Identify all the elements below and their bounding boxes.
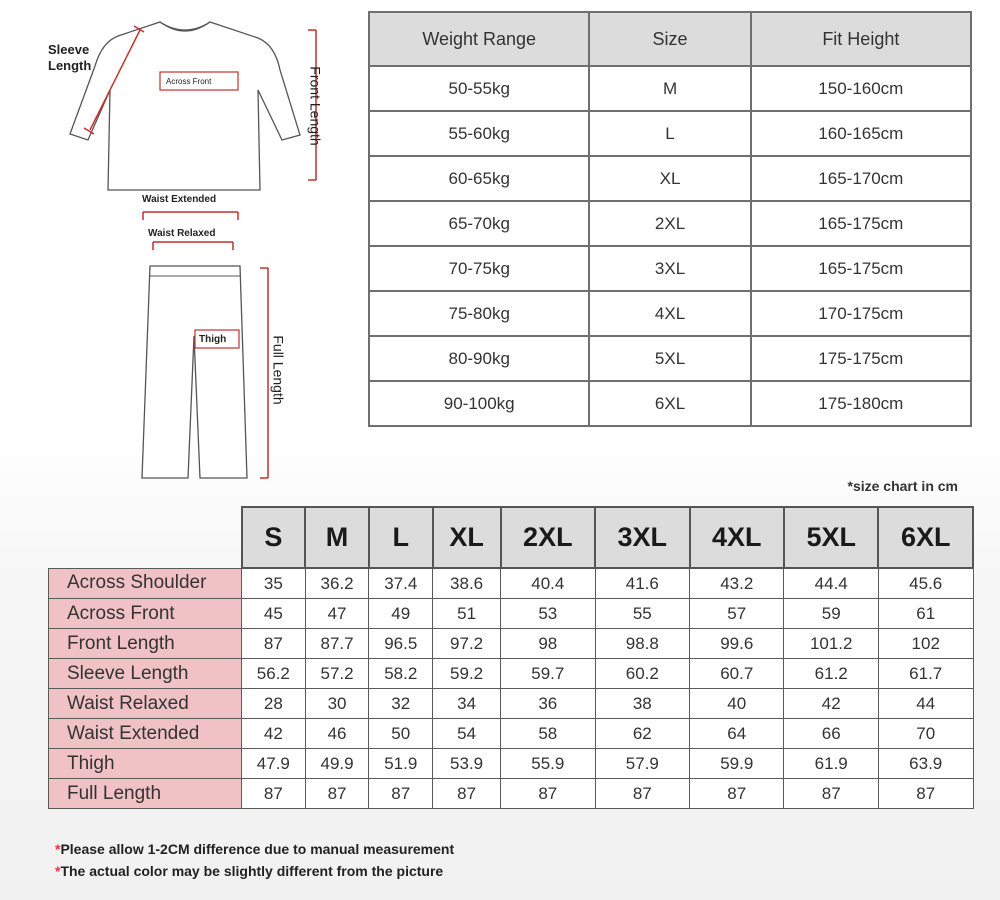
size-cell: 6XL xyxy=(589,381,750,426)
weight-table-body xyxy=(369,66,971,426)
size-column-header: 6XL xyxy=(878,507,973,568)
fit-height-cell: 175-180cm xyxy=(751,381,971,426)
measurement-value: 58 xyxy=(501,719,595,749)
size-cell: 4XL xyxy=(589,291,750,336)
footnote-2 xyxy=(55,860,454,882)
fit-height-cell: 160-165cm xyxy=(751,111,971,156)
measurement-row xyxy=(49,689,974,719)
measurement-value: 87.7 xyxy=(305,629,369,659)
size-cell: L xyxy=(589,111,750,156)
measurement-row xyxy=(49,779,974,809)
measurement-value: 53.9 xyxy=(433,749,501,779)
measurement-value: 41.6 xyxy=(595,568,689,599)
measurement-value: 87 xyxy=(784,779,878,809)
measurement-value: 101.2 xyxy=(784,629,878,659)
weight-table-row xyxy=(369,66,971,111)
fit-height-cell: 165-175cm xyxy=(751,246,971,291)
footnote-1-text: Please allow 1-2CM difference due to manual measurement xyxy=(60,841,455,857)
measurement-value: 60.7 xyxy=(690,659,784,689)
size-column-header: L xyxy=(369,507,433,568)
measurement-label: Thigh xyxy=(49,749,242,779)
measurement-value: 51 xyxy=(433,599,501,629)
measurement-label: Waist Relaxed xyxy=(49,689,242,719)
measurement-value: 45.6 xyxy=(878,568,973,599)
footnote-star: * xyxy=(55,841,61,857)
measurement-value: 28 xyxy=(242,689,306,719)
size-column-header: S xyxy=(242,507,306,568)
measurement-value: 59 xyxy=(784,599,878,629)
size-cell: 5XL xyxy=(589,336,750,381)
measurement-row xyxy=(49,749,974,779)
weight-range-cell: 80-90kg xyxy=(369,336,589,381)
measurement-value: 46 xyxy=(305,719,369,749)
waist-extended-label: Waist Extended xyxy=(142,194,217,205)
measurement-value: 38.6 xyxy=(433,568,501,599)
weight-range-cell: 50-55kg xyxy=(369,66,589,111)
footnote-1 xyxy=(55,838,454,860)
measurement-value: 55 xyxy=(595,599,689,629)
measurement-value: 59.2 xyxy=(433,659,501,689)
measurement-value: 61.7 xyxy=(878,659,973,689)
weight-table-row xyxy=(369,201,971,246)
measurement-value: 55.9 xyxy=(501,749,595,779)
measurement-header-row xyxy=(49,507,974,568)
measurement-value: 61.2 xyxy=(784,659,878,689)
measurement-label: Full Length xyxy=(49,779,242,809)
size-cell: M xyxy=(589,66,750,111)
measurement-value: 98.8 xyxy=(595,629,689,659)
measurement-value: 44 xyxy=(878,689,973,719)
measurement-value: 54 xyxy=(433,719,501,749)
weight-range-cell: 70-75kg xyxy=(369,246,589,291)
front-length-label: Front Length xyxy=(307,66,324,146)
fit-height-cell: 165-175cm xyxy=(751,201,971,246)
measurement-value: 34 xyxy=(433,689,501,719)
size-column-header: 5XL xyxy=(784,507,878,568)
size-column-header: 2XL xyxy=(501,507,595,568)
weight-range-header: Weight Range xyxy=(369,12,589,66)
measurement-value: 62 xyxy=(595,719,689,749)
fit-height-header: Fit Height xyxy=(751,12,971,66)
pants-outline xyxy=(142,266,247,478)
measurement-value: 66 xyxy=(784,719,878,749)
measurement-value: 87 xyxy=(878,779,973,809)
measurement-label: Front Length xyxy=(49,629,242,659)
measurement-value: 58.2 xyxy=(369,659,433,689)
measurement-value: 64 xyxy=(690,719,784,749)
measurement-value: 47 xyxy=(305,599,369,629)
weight-range-cell: 90-100kg xyxy=(369,381,589,426)
measurement-value: 98 xyxy=(501,629,595,659)
across-shoulder-label xyxy=(150,0,230,1)
measurement-value: 57.2 xyxy=(305,659,369,689)
measurement-value: 56.2 xyxy=(242,659,306,689)
fit-height-cell: 170-175cm xyxy=(751,291,971,336)
measurement-value: 57.9 xyxy=(595,749,689,779)
measurement-value: 96.5 xyxy=(369,629,433,659)
measurement-value: 87 xyxy=(501,779,595,809)
measurement-value: 51.9 xyxy=(369,749,433,779)
measurement-value: 61 xyxy=(878,599,973,629)
measurement-value: 36 xyxy=(501,689,595,719)
waist-relaxed-label: Waist Relaxed xyxy=(148,228,216,239)
measurement-row xyxy=(49,629,974,659)
measurement-table xyxy=(48,506,974,809)
measurement-value: 87 xyxy=(305,779,369,809)
size-cell: 3XL xyxy=(589,246,750,291)
measurement-value: 87 xyxy=(595,779,689,809)
weight-table-row xyxy=(369,291,971,336)
size-chart-note: *size chart in cm xyxy=(847,478,958,494)
measurement-value: 97.2 xyxy=(433,629,501,659)
measurement-value: 32 xyxy=(369,689,433,719)
across-front-label: Across Front xyxy=(166,77,212,86)
measurement-value: 42 xyxy=(242,719,306,749)
size-column-header: 4XL xyxy=(690,507,784,568)
weight-table-row xyxy=(369,111,971,156)
measurement-value: 49 xyxy=(369,599,433,629)
measurement-value: 40.4 xyxy=(501,568,595,599)
measurement-value: 53 xyxy=(501,599,595,629)
size-header: Size xyxy=(589,12,750,66)
size-column-header: 3XL xyxy=(595,507,689,568)
size-column-header: M xyxy=(305,507,369,568)
weight-table-row xyxy=(369,246,971,291)
measurement-value: 87 xyxy=(242,629,306,659)
footnote-2-text: The actual color may be slightly different from the picture xyxy=(60,863,444,879)
thigh-label: Thigh xyxy=(199,334,227,345)
measurement-value: 37.4 xyxy=(369,568,433,599)
measurement-row xyxy=(49,568,974,599)
measurement-value: 87 xyxy=(690,779,784,809)
measurement-value: 87 xyxy=(242,779,306,809)
weight-range-cell: 65-70kg xyxy=(369,201,589,246)
measurement-label: Sleeve Length xyxy=(49,659,242,689)
measurement-value: 44.4 xyxy=(784,568,878,599)
full-length-label: Full Length xyxy=(270,335,287,405)
fit-height-cell: 175-175cm xyxy=(751,336,971,381)
footnotes xyxy=(55,838,454,882)
shirt-outline xyxy=(70,22,300,190)
measurement-value: 102 xyxy=(878,629,973,659)
measurement-value: 42 xyxy=(784,689,878,719)
measurement-value: 60.2 xyxy=(595,659,689,689)
measurement-value: 87 xyxy=(369,779,433,809)
sleeve-length-label-line2: Length xyxy=(48,58,92,73)
measurement-value: 87 xyxy=(433,779,501,809)
measurement-table-body xyxy=(49,568,974,809)
weight-table-row xyxy=(369,156,971,201)
measurement-value: 35 xyxy=(242,568,306,599)
measurement-value: 49.9 xyxy=(305,749,369,779)
measurement-value: 30 xyxy=(305,689,369,719)
measurement-label: Across Shoulder xyxy=(49,568,242,599)
measurement-value: 47.9 xyxy=(242,749,306,779)
measurement-value: 70 xyxy=(878,719,973,749)
measurement-value: 57 xyxy=(690,599,784,629)
measurement-value: 61.9 xyxy=(784,749,878,779)
sleeve-length-label-line1: Sleeve xyxy=(48,42,90,57)
size-column-header: XL xyxy=(433,507,501,568)
fit-height-cell: 165-170cm xyxy=(751,156,971,201)
weight-range-cell: 60-65kg xyxy=(369,156,589,201)
measurement-row xyxy=(49,719,974,749)
measurement-value: 36.2 xyxy=(305,568,369,599)
corner-cell xyxy=(49,507,242,568)
weight-table-row xyxy=(369,381,971,426)
measurement-row xyxy=(49,599,974,629)
measurement-value: 43.2 xyxy=(690,568,784,599)
weight-range-cell: 55-60kg xyxy=(369,111,589,156)
weight-range-cell: 75-80kg xyxy=(369,291,589,336)
measurement-value: 99.6 xyxy=(690,629,784,659)
measurement-value: 59.7 xyxy=(501,659,595,689)
weight-table-header-row xyxy=(369,12,971,66)
fit-height-cell: 150-160cm xyxy=(751,66,971,111)
weight-table-row xyxy=(369,336,971,381)
measurement-label: Across Front xyxy=(49,599,242,629)
measurement-row xyxy=(49,659,974,689)
measurement-value: 45 xyxy=(242,599,306,629)
measurement-label: Waist Extended xyxy=(49,719,242,749)
footnote-star: * xyxy=(55,863,61,879)
measurement-value: 38 xyxy=(595,689,689,719)
measurement-value: 59.9 xyxy=(690,749,784,779)
size-cell: 2XL xyxy=(589,201,750,246)
measurement-value: 50 xyxy=(369,719,433,749)
measurement-value: 63.9 xyxy=(878,749,973,779)
weight-size-table xyxy=(368,11,972,427)
measurement-value: 40 xyxy=(690,689,784,719)
size-cell: XL xyxy=(589,156,750,201)
garment-illustration xyxy=(0,0,360,480)
